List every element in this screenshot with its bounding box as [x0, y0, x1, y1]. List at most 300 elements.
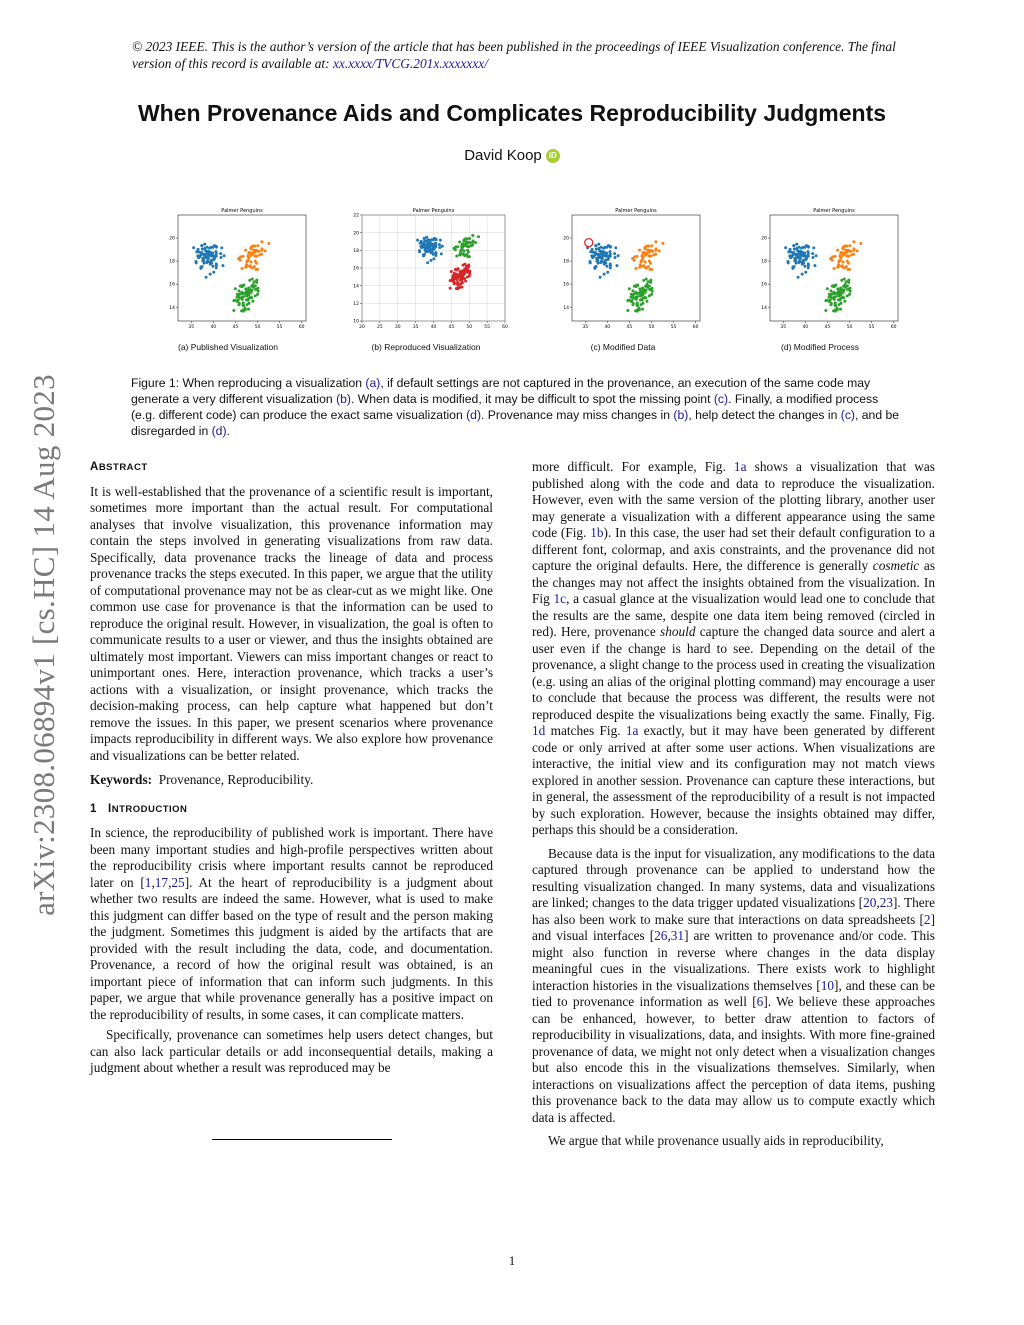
- data-point-adelie: [197, 255, 200, 258]
- x-tick-label: 50: [466, 325, 473, 330]
- y-tick-label: 18: [353, 248, 359, 254]
- data-point-adelie: [438, 243, 441, 246]
- data-point-adelie: [789, 248, 792, 251]
- data-point-gentoo: [836, 308, 839, 311]
- data-point-adelie: [807, 264, 810, 267]
- citation[interactable]: 2: [923, 911, 931, 927]
- data-point-adelie: [589, 261, 592, 264]
- x-tick-label: 55: [868, 325, 875, 330]
- data-point-gentoo: [633, 293, 636, 296]
- y-tick-label: 22: [353, 213, 359, 219]
- data-point-chinstrap: [640, 265, 643, 268]
- data-point-gentoo: [829, 289, 832, 292]
- data-point-chinstrap: [267, 242, 270, 245]
- heading-rest: BSTRACT: [98, 462, 148, 473]
- data-point-adelie: [599, 276, 602, 279]
- ref-1b[interactable]: (b): [673, 408, 689, 422]
- data-point-adelie: [812, 256, 815, 259]
- x-tick-label: 40: [430, 325, 437, 330]
- y-tick-label: 16: [563, 282, 569, 288]
- data-point-adelie: [440, 252, 443, 255]
- data-point-gentoo: [835, 292, 838, 295]
- paper-title: When Provenance Aids and Complicates Reproducibility Judgments: [137, 100, 887, 126]
- data-point-gentoo: [647, 280, 650, 283]
- right-paragraph-3: We argue that while provenance usually aids in reproducibility,: [548, 1133, 884, 1148]
- data-point-gentoo: [461, 269, 464, 272]
- data-point-gentoo: [641, 308, 644, 311]
- data-point-chinstrap: [463, 249, 466, 252]
- data-point-adelie: [607, 255, 610, 258]
- data-point-chinstrap: [257, 250, 260, 253]
- data-point-adelie: [795, 243, 798, 246]
- citation[interactable]: 23: [879, 895, 893, 910]
- data-point-gentoo: [632, 302, 635, 305]
- data-point-gentoo: [460, 286, 463, 289]
- data-point-gentoo: [843, 300, 846, 303]
- data-point-gentoo: [454, 274, 457, 277]
- data-point-adelie: [209, 263, 212, 266]
- data-point-chinstrap: [648, 250, 651, 253]
- ref-1b[interactable]: (b): [336, 392, 351, 406]
- data-point-chinstrap: [841, 251, 844, 254]
- data-point-adelie: [789, 255, 792, 258]
- citation[interactable]: 25: [171, 874, 185, 890]
- data-point-chinstrap: [458, 240, 461, 243]
- data-point-adelie: [438, 246, 441, 249]
- data-point-adelie: [432, 238, 435, 241]
- data-point-chinstrap: [644, 254, 647, 257]
- data-point-chinstrap: [249, 247, 252, 250]
- x-tick-label: 60: [298, 325, 305, 330]
- data-point-chinstrap: [831, 259, 834, 262]
- data-point-gentoo: [827, 296, 830, 299]
- text: capture the changed data source and alert a user even if the change is hard to see. Depending on the detail of the provenance, a slight change to the process used in creating the visualization (e.g. using an alias of the original plotting command) may encourage a user to conclude that because the process was different, the results were not reproduced despite the visualizations being exactly the same. Finally, Fig.: [532, 624, 935, 722]
- data-point-gentoo: [234, 287, 237, 290]
- text: as the changes may not affect the insights obtained from the visualization. In Fig: [532, 558, 935, 606]
- data-point-chinstrap: [254, 268, 257, 271]
- orcid-icon[interactable]: iD: [546, 149, 560, 163]
- data-point-chinstrap: [842, 260, 845, 263]
- keywords: [90, 772, 493, 789]
- data-point-chinstrap: [249, 264, 252, 267]
- author-line: [0, 147, 1024, 164]
- intro-paragraph-1: In science, the reproducibility of published work is important. There have been many important studies and high-profile perspectives written about the reproducibility crisis where important results cannot be reproduced later on [1,17,25]. At the heart of reproducibility is a judgment about whether two results are indeed the same. However, what is used to make this judgment can differ based on the type of result and the person making the judgment. Sometimes this judgment is aided by the artifacts that are provided with the result including the data, code, and documentation. Provenance, a record of how the original result was obtained, is an important piece of information that can inform such judgments. In this paper, we argue that while provenance generally has a positive impact on the reproducibility of results, in some cases, it can complicate matters.: [90, 825, 493, 1022]
- data-point-gentoo: [642, 279, 645, 282]
- figure-ref[interactable]: 1a: [733, 459, 747, 474]
- data-point-chinstrap: [255, 255, 258, 258]
- x-tick-label: 45: [232, 325, 239, 330]
- abstract-heading: [90, 459, 493, 477]
- data-point-chinstrap: [250, 260, 253, 263]
- doi-link[interactable]: xx.xxxx/TVCG.201x.xxxxxxx/: [332, 56, 488, 71]
- caption-text: . Finally, a modified process (e.g. different code) can produce the exact same visualization: [131, 392, 879, 422]
- data-point-adelie: [613, 252, 616, 255]
- chart-title: Palmer Penguins: [615, 208, 657, 214]
- subcaption-c: (c) Modified Data: [590, 342, 656, 352]
- figure-ref[interactable]: 1c: [553, 591, 567, 606]
- data-point-gentoo: [239, 293, 242, 296]
- figure-caption: [131, 375, 901, 439]
- data-point-chinstrap: [241, 267, 244, 270]
- data-point-chinstrap: [474, 241, 477, 244]
- data-point-chinstrap: [468, 237, 471, 240]
- text: Because data is the input for visualization, any modifications to the data captured through provenance can be applied to understand how the resulting visualization changed. In many systems, data and visualizations are linked; changes to the data trigger updated visualizations [: [532, 845, 935, 910]
- data-point-adelie: [594, 244, 597, 247]
- heading-initial: I: [108, 802, 112, 815]
- data-point-chinstrap: [462, 239, 465, 242]
- data-point-gentoo: [633, 285, 636, 288]
- data-point-gentoo: [232, 299, 235, 302]
- data-point-gentoo: [826, 287, 829, 290]
- left-column: [90, 459, 493, 1077]
- data-point-chinstrap: [846, 250, 849, 253]
- data-point-gentoo: [235, 296, 238, 299]
- data-point-chinstrap: [245, 260, 248, 263]
- y-tick-label: 16: [761, 282, 767, 288]
- data-point-adelie: [591, 255, 594, 258]
- data-point-gentoo: [458, 286, 461, 289]
- data-point-gentoo: [649, 281, 652, 284]
- data-point-adelie: [792, 251, 795, 254]
- data-point-gentoo: [636, 295, 639, 298]
- data-point-gentoo: [466, 271, 469, 274]
- data-point-adelie: [200, 251, 203, 254]
- ref-1d[interactable]: (d): [466, 408, 482, 422]
- data-point-adelie: [599, 250, 602, 253]
- data-point-adelie: [795, 256, 798, 259]
- data-point-chinstrap: [258, 253, 261, 256]
- x-tick-label: 40: [604, 325, 611, 330]
- data-point-gentoo: [466, 268, 469, 271]
- data-point-chinstrap: [242, 255, 245, 258]
- data-point-adelie: [787, 261, 790, 264]
- data-point-gentoo: [465, 265, 468, 268]
- data-point-adelie: [797, 250, 800, 253]
- data-point-chinstrap: [847, 255, 850, 258]
- emphasis: cosmetic: [872, 558, 920, 573]
- x-tick-label: 50: [648, 325, 655, 330]
- data-point-adelie: [425, 246, 428, 249]
- data-point-adelie: [795, 247, 798, 250]
- data-point-adelie: [797, 261, 800, 264]
- data-point-adelie: [203, 243, 206, 246]
- x-tick-label: 35: [412, 325, 419, 330]
- data-point-gentoo: [846, 294, 849, 297]
- data-point-gentoo: [640, 299, 643, 302]
- data-point-gentoo: [824, 309, 827, 312]
- data-point-chinstrap: [643, 264, 646, 267]
- data-point-gentoo: [833, 304, 836, 307]
- data-point-gentoo: [241, 304, 244, 307]
- data-point-chinstrap: [459, 249, 462, 252]
- data-point-gentoo: [238, 302, 241, 305]
- data-point-gentoo: [834, 295, 837, 298]
- x-tick-label: 45: [626, 325, 633, 330]
- data-point-adelie: [597, 247, 600, 250]
- figure-ref[interactable]: 1d: [532, 723, 546, 738]
- data-point-chinstrap: [639, 260, 642, 263]
- chart-title: Palmer Penguins: [813, 208, 855, 214]
- data-point-gentoo: [449, 279, 452, 282]
- data-point-chinstrap: [838, 265, 841, 268]
- caption-text: Figure 1: When reproducing a visualization: [131, 376, 366, 390]
- data-point-gentoo: [632, 297, 635, 300]
- data-point-adelie: [420, 240, 423, 243]
- data-point-chinstrap: [471, 241, 474, 244]
- x-tick-label: 35: [780, 325, 787, 330]
- arxiv-sidebar: [24, 345, 64, 945]
- x-tick-label: 40: [802, 325, 809, 330]
- data-point-chinstrap: [834, 255, 837, 258]
- data-point-chinstrap: [654, 249, 657, 252]
- data-point-chinstrap: [859, 242, 862, 245]
- data-point-chinstrap: [249, 251, 252, 254]
- data-point-chinstrap: [264, 249, 267, 252]
- data-point-gentoo: [238, 297, 241, 300]
- data-point-chinstrap: [856, 249, 859, 252]
- data-point-adelie: [603, 273, 606, 276]
- notice-text: © 2023 IEEE. This is the author’s version of the article that has been published in the proceedings of IEEE Visualization conference. The final version of this record is available at:: [132, 39, 896, 71]
- y-tick-label: 20: [761, 236, 767, 242]
- data-point-chinstrap: [462, 242, 465, 245]
- data-point-gentoo: [464, 280, 467, 283]
- data-point-gentoo: [831, 285, 834, 288]
- data-point-chinstrap: [638, 249, 641, 252]
- caption-text: .: [226, 424, 230, 438]
- data-point-chinstrap: [456, 245, 459, 248]
- data-point-adelie: [606, 271, 609, 274]
- data-point-adelie: [429, 239, 432, 242]
- data-point-adelie: [795, 262, 798, 265]
- data-point-adelie: [219, 252, 222, 255]
- x-tick-label: 35: [188, 325, 195, 330]
- data-point-adelie: [205, 250, 208, 253]
- subcaption-b: (b) Reproduced Visualization: [371, 342, 481, 352]
- x-tick-label: 50: [846, 325, 853, 330]
- data-point-adelie: [429, 259, 432, 262]
- data-point-gentoo: [456, 276, 459, 279]
- ref-1c[interactable]: (c): [840, 408, 855, 422]
- data-point-adelie: [431, 243, 434, 246]
- y-tick-label: 12: [353, 301, 359, 307]
- chart-title: Palmer Penguins: [412, 208, 455, 214]
- data-point-gentoo: [845, 280, 848, 283]
- data-point-chinstrap: [455, 254, 458, 257]
- data-point-chinstrap: [633, 259, 636, 262]
- data-point-chinstrap: [254, 260, 257, 263]
- data-point-gentoo: [648, 294, 651, 297]
- data-point-gentoo: [459, 282, 462, 285]
- data-point-adelie: [599, 261, 602, 264]
- data-point-chinstrap: [848, 244, 851, 247]
- text: , a casual glance at the visualization would lead one to conclude that the results are the same, despite one data item being removed (circled in red). Here, provenance: [532, 591, 935, 639]
- text: ], and these can be tied to provenance information as well [: [532, 977, 936, 1009]
- data-point-gentoo: [635, 304, 638, 307]
- data-point-adelie: [418, 250, 421, 253]
- citation[interactable]: 17: [154, 874, 169, 890]
- right-paragraph-2: Because data is the input for visualization, any modifications to the data captured through provenance can be applied to understand how the resulting visualization changed. In many systems, data and visualizations are linked; changes to the data trigger updated visualizations [20,23]. There has also been work to make sure that interactions on data spreadsheets [2] and visual interfaces [26,31] are written to provenance and/or code. This might also function in reverse where changes in the data display meaningful cues in the visualizations. There exists work to highlight interaction histories in the visualizations themselves [10], and these can be tied to provenance information as well [6]. We believe these approaches can be enhanced, however, to better draw attention to factors of reproducibility in visualizations, data, and insights. With more fine-grained provenance of data, we might not only detect when a visualization changes but also encode this in the visualizations themselves. Similarly, when interactions on visualizations affect the perception of data items, pushing this provenance back to the data may allow us to compute exactly which data is affected.: [532, 845, 936, 1125]
- data-point-adelie: [439, 239, 442, 242]
- ref-1c[interactable]: (c): [713, 392, 729, 406]
- data-point-chinstrap: [643, 251, 646, 254]
- data-point-adelie: [210, 253, 213, 256]
- right-column: [532, 459, 935, 1150]
- data-point-chinstrap: [470, 244, 473, 247]
- data-point-adelie: [595, 265, 598, 268]
- data-point-chinstrap: [654, 240, 657, 243]
- text: ). In this case, the user had set their default configuration to a different font, colormap, and axis constraints, and the provenance did not capture the original defaults. Here, the difference is generally: [532, 525, 935, 573]
- data-point-adelie: [425, 250, 428, 253]
- data-point-adelie: [606, 246, 609, 249]
- data-point-adelie: [203, 262, 206, 265]
- y-tick-label: 20: [563, 236, 569, 242]
- data-point-gentoo: [246, 299, 249, 302]
- data-point-gentoo: [824, 299, 827, 302]
- data-point-adelie: [603, 263, 606, 266]
- text: shows a visualization that was published along with the code and data to reproduce the visualization. However, even with the same version of the plotting library, another user may generate a visualization with a different appearance using the same code (Fig.: [532, 459, 935, 540]
- data-point-adelie: [797, 276, 800, 279]
- data-point-adelie: [205, 261, 208, 264]
- figure-panel-d: [752, 205, 902, 330]
- data-point-gentoo: [626, 299, 629, 302]
- data-point-gentoo: [254, 284, 257, 287]
- data-point-chinstrap: [846, 268, 849, 271]
- data-point-gentoo: [450, 270, 453, 273]
- data-point-chinstrap: [850, 253, 853, 256]
- data-point-gentoo: [840, 279, 843, 282]
- x-tick-label: 60: [692, 325, 699, 330]
- data-point-chinstrap: [658, 249, 661, 252]
- data-point-gentoo: [838, 303, 841, 306]
- data-point-adelie: [597, 243, 600, 246]
- data-point-adelie: [784, 246, 787, 249]
- data-point-gentoo: [839, 308, 842, 311]
- citation[interactable]: 10: [820, 977, 835, 993]
- subcaption-a: (a) Published Visualization: [177, 342, 278, 352]
- data-point-adelie: [792, 244, 795, 247]
- data-point-adelie: [801, 273, 804, 276]
- data-point-gentoo: [255, 281, 258, 284]
- data-point-chinstrap: [462, 252, 465, 255]
- text: ] and visual interfaces [: [532, 911, 935, 943]
- data-point-chinstrap: [250, 254, 253, 257]
- data-point-adelie: [208, 247, 211, 250]
- data-point-adelie: [614, 246, 617, 249]
- data-point-gentoo: [251, 300, 254, 303]
- data-point-adelie: [597, 262, 600, 265]
- data-point-adelie: [597, 256, 600, 259]
- data-point-adelie: [422, 242, 425, 245]
- chart-title: Palmer Penguins: [221, 208, 263, 214]
- caption-text: . Provenance may miss changes in: [481, 408, 674, 422]
- text: ]. We believe these approaches can be enhanced, however, to better draw attention to factors of reproducibility in visualizations, data, and insights. With more fine-grained provenance of data, we might not only detect when a visualization changes but also encode this in the visualizations themselves. Similarly, when interactions on visualizations affect the perception of data items, pushing this provenance back to the data may allow us to compute exactly which data is affected.: [532, 994, 935, 1125]
- figure-panel-c: [554, 205, 704, 330]
- data-point-gentoo: [456, 283, 459, 286]
- data-point-adelie: [609, 246, 612, 249]
- citation[interactable]: 31: [670, 928, 685, 943]
- data-point-adelie: [200, 244, 203, 247]
- y-tick-label: 18: [563, 259, 569, 265]
- citation[interactable]: 20: [863, 895, 877, 910]
- text: In science, the reproducibility of published work is important. There have been many important studies and high-profile perspectives written about the reproducibility crisis where important results cannot be reproduced later on [: [90, 825, 493, 890]
- data-point-gentoo: [247, 293, 250, 296]
- data-point-gentoo: [250, 291, 253, 294]
- figure-ref[interactable]: 1b: [590, 525, 604, 540]
- data-point-adelie: [215, 246, 218, 249]
- data-point-adelie: [614, 256, 617, 259]
- data-point-chinstrap: [465, 253, 468, 256]
- citation[interactable]: 26: [654, 928, 668, 943]
- data-point-adelie: [804, 246, 807, 249]
- data-point-adelie: [212, 271, 215, 274]
- data-point-gentoo: [457, 274, 460, 277]
- data-point-adelie: [426, 261, 429, 264]
- data-point-gentoo: [626, 309, 629, 312]
- data-point-adelie: [591, 248, 594, 251]
- data-point-chinstrap: [836, 249, 839, 252]
- figure-ref[interactable]: 1a: [625, 723, 639, 738]
- data-point-adelie: [416, 239, 419, 242]
- section-number: 1: [90, 802, 97, 815]
- data-point-gentoo: [628, 287, 631, 290]
- arxiv-id: arXiv:2308.06894v1 [cs.HC] 14 Aug 2023: [26, 374, 61, 916]
- data-point-chinstrap: [841, 264, 844, 267]
- y-tick-label: 14: [563, 305, 569, 311]
- data-point-chinstrap: [652, 253, 655, 256]
- data-point-chinstrap: [651, 250, 654, 253]
- data-point-adelie: [203, 256, 206, 259]
- data-point-gentoo: [247, 308, 250, 311]
- data-point-adelie: [799, 257, 802, 260]
- data-point-gentoo: [637, 292, 640, 295]
- y-tick-label: 18: [761, 259, 767, 265]
- data-point-chinstrap: [244, 249, 247, 252]
- citation[interactable]: 1: [144, 874, 152, 890]
- x-tick-label: 55: [276, 325, 283, 330]
- data-point-gentoo: [640, 303, 643, 306]
- data-point-adelie: [615, 264, 618, 267]
- text: more difficult. For example, Fig.: [532, 459, 734, 474]
- removed-point-highlight: [585, 239, 593, 247]
- data-point-adelie: [223, 254, 226, 257]
- data-point-gentoo: [248, 279, 251, 282]
- data-point-gentoo: [830, 297, 833, 300]
- data-point-adelie: [195, 261, 198, 264]
- data-point-adelie: [815, 254, 818, 257]
- data-point-adelie: [423, 237, 426, 240]
- data-point-gentoo: [648, 284, 651, 287]
- data-point-adelie: [812, 246, 815, 249]
- heading-initial: A: [90, 461, 99, 473]
- data-point-gentoo: [243, 292, 246, 295]
- data-point-chinstrap: [661, 242, 664, 245]
- data-point-gentoo: [460, 279, 463, 282]
- data-point-adelie: [604, 253, 607, 256]
- caption-text: , and be disregarded in: [131, 408, 900, 438]
- data-point-chinstrap: [837, 260, 840, 263]
- ref-1a[interactable]: (a): [365, 376, 381, 390]
- citation[interactable]: 6: [756, 994, 764, 1009]
- data-point-chinstrap: [852, 249, 855, 252]
- data-point-chinstrap: [256, 244, 259, 247]
- data-point-adelie: [192, 246, 195, 249]
- data-point-adelie: [220, 246, 223, 249]
- heading-rest: NTRODUCTION: [111, 803, 188, 815]
- data-point-gentoo: [460, 274, 463, 277]
- data-point-adelie: [207, 257, 210, 260]
- data-point-adelie: [805, 255, 808, 258]
- ref-1d[interactable]: (d): [211, 424, 227, 438]
